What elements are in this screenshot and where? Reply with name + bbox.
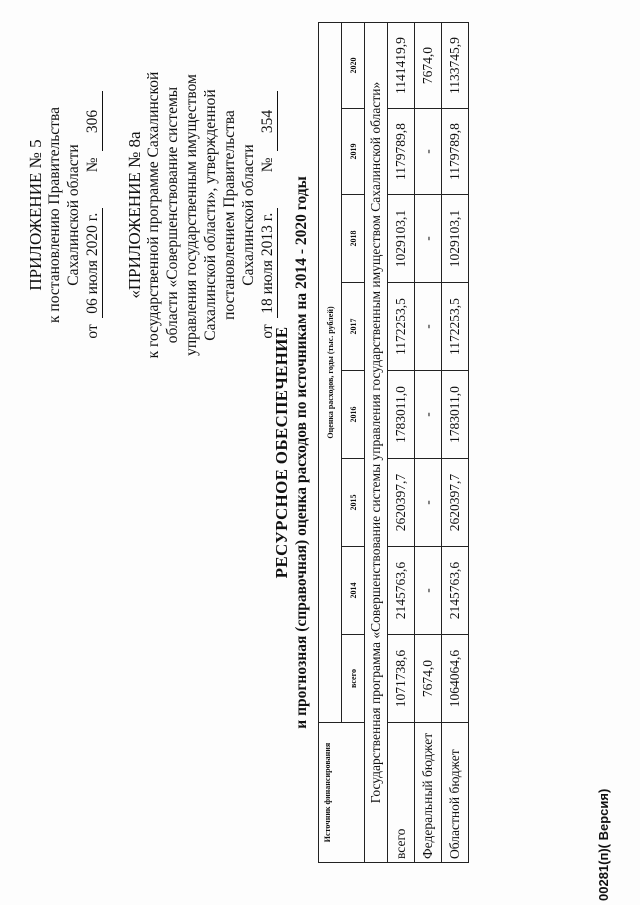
cell: -	[415, 371, 442, 459]
row-label: всего	[388, 723, 415, 863]
document-footer: 00281(п)( Версия)	[596, 788, 611, 901]
cell: 2620397,7	[388, 459, 415, 547]
appendix-8a-line: Сахалинской области	[240, 144, 257, 286]
cell: 7674,0	[415, 23, 442, 109]
cell: 1172253,5	[388, 283, 415, 371]
cell: 2145763,6	[388, 547, 415, 635]
appendix-8a-no: №	[259, 157, 276, 173]
header-col: всего	[342, 635, 365, 723]
cell: -	[415, 547, 442, 635]
appendix-8a-line: области «Совершенствование системы	[164, 86, 181, 344]
cell: 1172253,5	[442, 283, 469, 371]
header-col: 2016	[342, 371, 365, 459]
document-subtitle: и прогнозная (справочная) оценка расходов по источникам на 2014 - 2020 годы	[293, 176, 310, 729]
header-col: 2014	[342, 547, 365, 635]
appendix-8a-line: постановлением Правительства	[221, 110, 238, 320]
cell: 1071738,6	[388, 635, 415, 723]
appendix-8a-line: управления государственным имуществом	[183, 74, 200, 356]
appendix-5-date-line	[83, 25, 103, 405]
cell: 1783011,0	[442, 371, 469, 459]
cell: 2620397,7	[442, 459, 469, 547]
appendix-8a-date: 18 июля 2013 г.	[258, 208, 278, 318]
appendix-5-block	[26, 25, 103, 405]
cell: 1179789,8	[388, 109, 415, 195]
cell: 1783011,0	[388, 371, 415, 459]
appendix-8a-line: к государственной программе Сахалинской	[145, 71, 162, 359]
header-estimate: Оценка расходов, годы (тыс. рублей)	[319, 23, 342, 723]
cell: 1029103,1	[388, 195, 415, 283]
cell: -	[415, 459, 442, 547]
appendix-5-title: ПРИЛОЖЕНИЕ № 5	[26, 139, 45, 291]
appendix-5-ot: от	[84, 324, 101, 339]
cell: 2145763,6	[442, 547, 469, 635]
header-col: 2015	[342, 459, 365, 547]
cell: 1133745,9	[442, 23, 469, 109]
row-label: Областной бюджет	[442, 723, 469, 863]
table-header-row	[319, 23, 342, 863]
header-col: 2018	[342, 195, 365, 283]
cell: -	[415, 283, 442, 371]
appendix-5-number: 306	[83, 91, 103, 151]
table-row	[442, 23, 469, 863]
resource-table	[318, 22, 469, 863]
cell: 7674,0	[415, 635, 442, 723]
cell: 1064064,6	[442, 635, 469, 723]
row-label: Федеральный бюджет	[415, 723, 442, 863]
cell: 1029103,1	[442, 195, 469, 283]
appendix-8a-ot: от	[259, 324, 276, 339]
appendix-8a-block	[125, 25, 278, 405]
header-col: 2017	[342, 283, 365, 371]
header-col: 2020	[342, 23, 365, 109]
appendix-5-no: №	[84, 157, 101, 173]
appendix-5-date: 06 июля 2020 г.	[83, 208, 103, 318]
appendix-8a-line: Сахалинской области», утвержденной	[202, 89, 219, 341]
header-col: 2019	[342, 109, 365, 195]
header-source: Источник финансирования	[319, 723, 365, 863]
cell: 1141419,9	[388, 23, 415, 109]
table-row	[388, 23, 415, 863]
appendix-8a-title: «ПРИЛОЖЕНИЕ № 8а	[125, 131, 144, 299]
cell: -	[415, 195, 442, 283]
cell: 1179789,8	[442, 109, 469, 195]
appendix-5-line2: Сахалинской области	[65, 144, 82, 286]
appendix-5-line1: к постановлению Правительства	[46, 107, 63, 323]
program-row	[365, 23, 388, 863]
cell: -	[415, 109, 442, 195]
appendix-8a-number: 354	[258, 91, 278, 151]
program-name: Государственная программа «Совершенствование системы управления государственным имуществом Сахалинской области»	[365, 23, 388, 863]
table-row	[415, 23, 442, 863]
document-title: РЕСУРСНОЕ ОБЕСПЕЧЕНИЕ	[272, 326, 291, 579]
